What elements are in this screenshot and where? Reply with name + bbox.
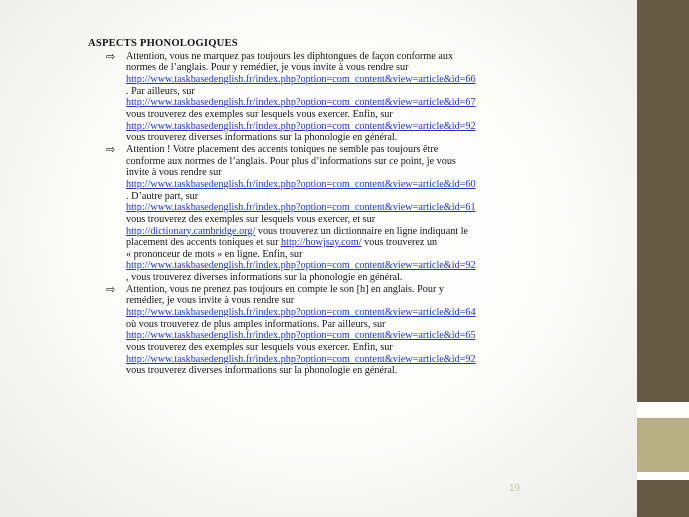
text-line bbox=[126, 237, 558, 249]
text-line bbox=[126, 354, 558, 366]
text-line bbox=[126, 295, 558, 307]
decorative-sidebar bbox=[637, 0, 689, 517]
line-text: remédier, je vous invite à vous rendre sur bbox=[126, 295, 295, 307]
text-line bbox=[126, 284, 558, 296]
line-text: , vous trouverez diverses informations sur la phonologie en général. bbox=[126, 272, 403, 284]
sidebar-band-dark-top bbox=[637, 0, 689, 402]
line-text: Attention, vous ne marquez pas toujours les diphtongues de façon conforme aux bbox=[126, 50, 454, 62]
text-line bbox=[126, 272, 558, 284]
resource-link[interactable]: http://www.taskbasedenglish.fr/index.php?option=com_content&view=article&id=64 bbox=[126, 307, 476, 319]
line-text: conforme aux normes de l’anglais. Pour plus d’informations sur ce point, je vous bbox=[126, 155, 456, 167]
text-line bbox=[126, 342, 558, 354]
line-text: vous trouverez diverses informations sur la phonologie en général. bbox=[126, 365, 398, 377]
text-line bbox=[126, 319, 558, 331]
double-arrow-right-icon: ⇨ bbox=[106, 142, 116, 156]
line-text: vous trouverez des exemples sur lesquels vous exercer. Enfin, sur bbox=[126, 108, 393, 120]
text-line bbox=[126, 62, 558, 74]
text-line bbox=[126, 330, 558, 342]
text-line bbox=[126, 86, 558, 98]
resource-link[interactable]: http://www.taskbasedenglish.fr/index.php?option=com_content&view=article&id=92 bbox=[126, 260, 476, 272]
text-line bbox=[126, 132, 558, 144]
feedback-item bbox=[88, 144, 558, 284]
line-text: vous trouverez diverses informations sur la phonologie en général. bbox=[126, 132, 398, 144]
resource-link[interactable]: http://www.taskbasedenglish.fr/index.php?option=com_content&view=article&id=67 bbox=[126, 97, 476, 109]
feedback-list bbox=[88, 51, 558, 377]
sidebar-band-light bbox=[637, 418, 689, 472]
line-text: invite à vous rendre sur bbox=[126, 167, 222, 179]
text-line bbox=[126, 214, 558, 226]
line-text: où vous trouverez de plus amples informations. Par ailleurs, sur bbox=[126, 318, 386, 330]
resource-link[interactable]: http://howjsay.com/ bbox=[281, 237, 362, 249]
resource-link[interactable]: http://www.taskbasedenglish.fr/index.php?option=com_content&view=article&id=61 bbox=[126, 202, 476, 214]
line-text: Attention, vous ne prenez pas toujours en compte le son [h] en anglais. Pour y bbox=[126, 283, 445, 295]
text-line bbox=[126, 249, 558, 261]
resource-link[interactable]: http://www.taskbasedenglish.fr/index.php?option=com_content&view=article&id=66 bbox=[126, 73, 476, 85]
feedback-item bbox=[88, 51, 558, 144]
text-line bbox=[126, 179, 558, 191]
double-arrow-right-icon: ⇨ bbox=[106, 49, 116, 63]
line-text: « prononceur de mots » en ligne. Enfin, sur bbox=[126, 248, 303, 260]
text-line bbox=[126, 226, 558, 238]
line-text: normes de l’anglais. Pour y remédier, je vous invite à vous rendre sur bbox=[126, 62, 409, 74]
section-heading: ASPECTS PHONOLOGIQUES bbox=[88, 38, 238, 49]
resource-link[interactable]: http://dictionary.cambridge.org/ bbox=[126, 225, 256, 237]
text-line bbox=[126, 202, 558, 214]
document-excerpt bbox=[88, 38, 558, 377]
text-line bbox=[126, 307, 558, 319]
resource-link[interactable]: http://www.taskbasedenglish.fr/index.php?option=com_content&view=article&id=92 bbox=[126, 353, 476, 365]
text-line bbox=[126, 74, 558, 86]
text-line bbox=[126, 156, 558, 168]
double-arrow-right-icon: ⇨ bbox=[106, 282, 116, 296]
text-line bbox=[126, 109, 558, 121]
line-text: vous trouverez des exemples sur lesquels vous exercer, et sur bbox=[126, 213, 376, 225]
text-line bbox=[126, 167, 558, 179]
text-line bbox=[126, 260, 558, 272]
line-text: Attention ! Votre placement des accents toniques ne semble pas toujours être bbox=[126, 143, 439, 155]
feedback-item bbox=[88, 284, 558, 377]
line-text-after-link: vous trouverez un bbox=[361, 237, 438, 249]
slide-number: 19 bbox=[509, 483, 521, 494]
line-text: . D’autre part, sur bbox=[126, 190, 199, 202]
text-line bbox=[126, 121, 558, 133]
text-line bbox=[126, 144, 558, 156]
text-line bbox=[126, 97, 558, 109]
text-line bbox=[126, 365, 558, 377]
text-line bbox=[126, 191, 558, 203]
line-text: placement des accents toniques et sur bbox=[126, 237, 282, 249]
resource-link[interactable]: http://www.taskbasedenglish.fr/index.php?option=com_content&view=article&id=60 bbox=[126, 178, 476, 190]
line-text: vous trouverez des exemples sur lesquels vous exercer. Enfin, sur bbox=[126, 342, 393, 354]
sidebar-band-dark-bottom bbox=[637, 480, 689, 517]
resource-link[interactable]: http://www.taskbasedenglish.fr/index.php?option=com_content&view=article&id=65 bbox=[126, 330, 476, 342]
resource-link[interactable]: http://www.taskbasedenglish.fr/index.php?option=com_content&view=article&id=92 bbox=[126, 120, 476, 132]
line-text-after-link: vous trouverez un dictionnaire en ligne indiquant le bbox=[255, 225, 469, 237]
line-text: . Par ailleurs, sur bbox=[126, 85, 195, 97]
text-line bbox=[126, 51, 558, 63]
